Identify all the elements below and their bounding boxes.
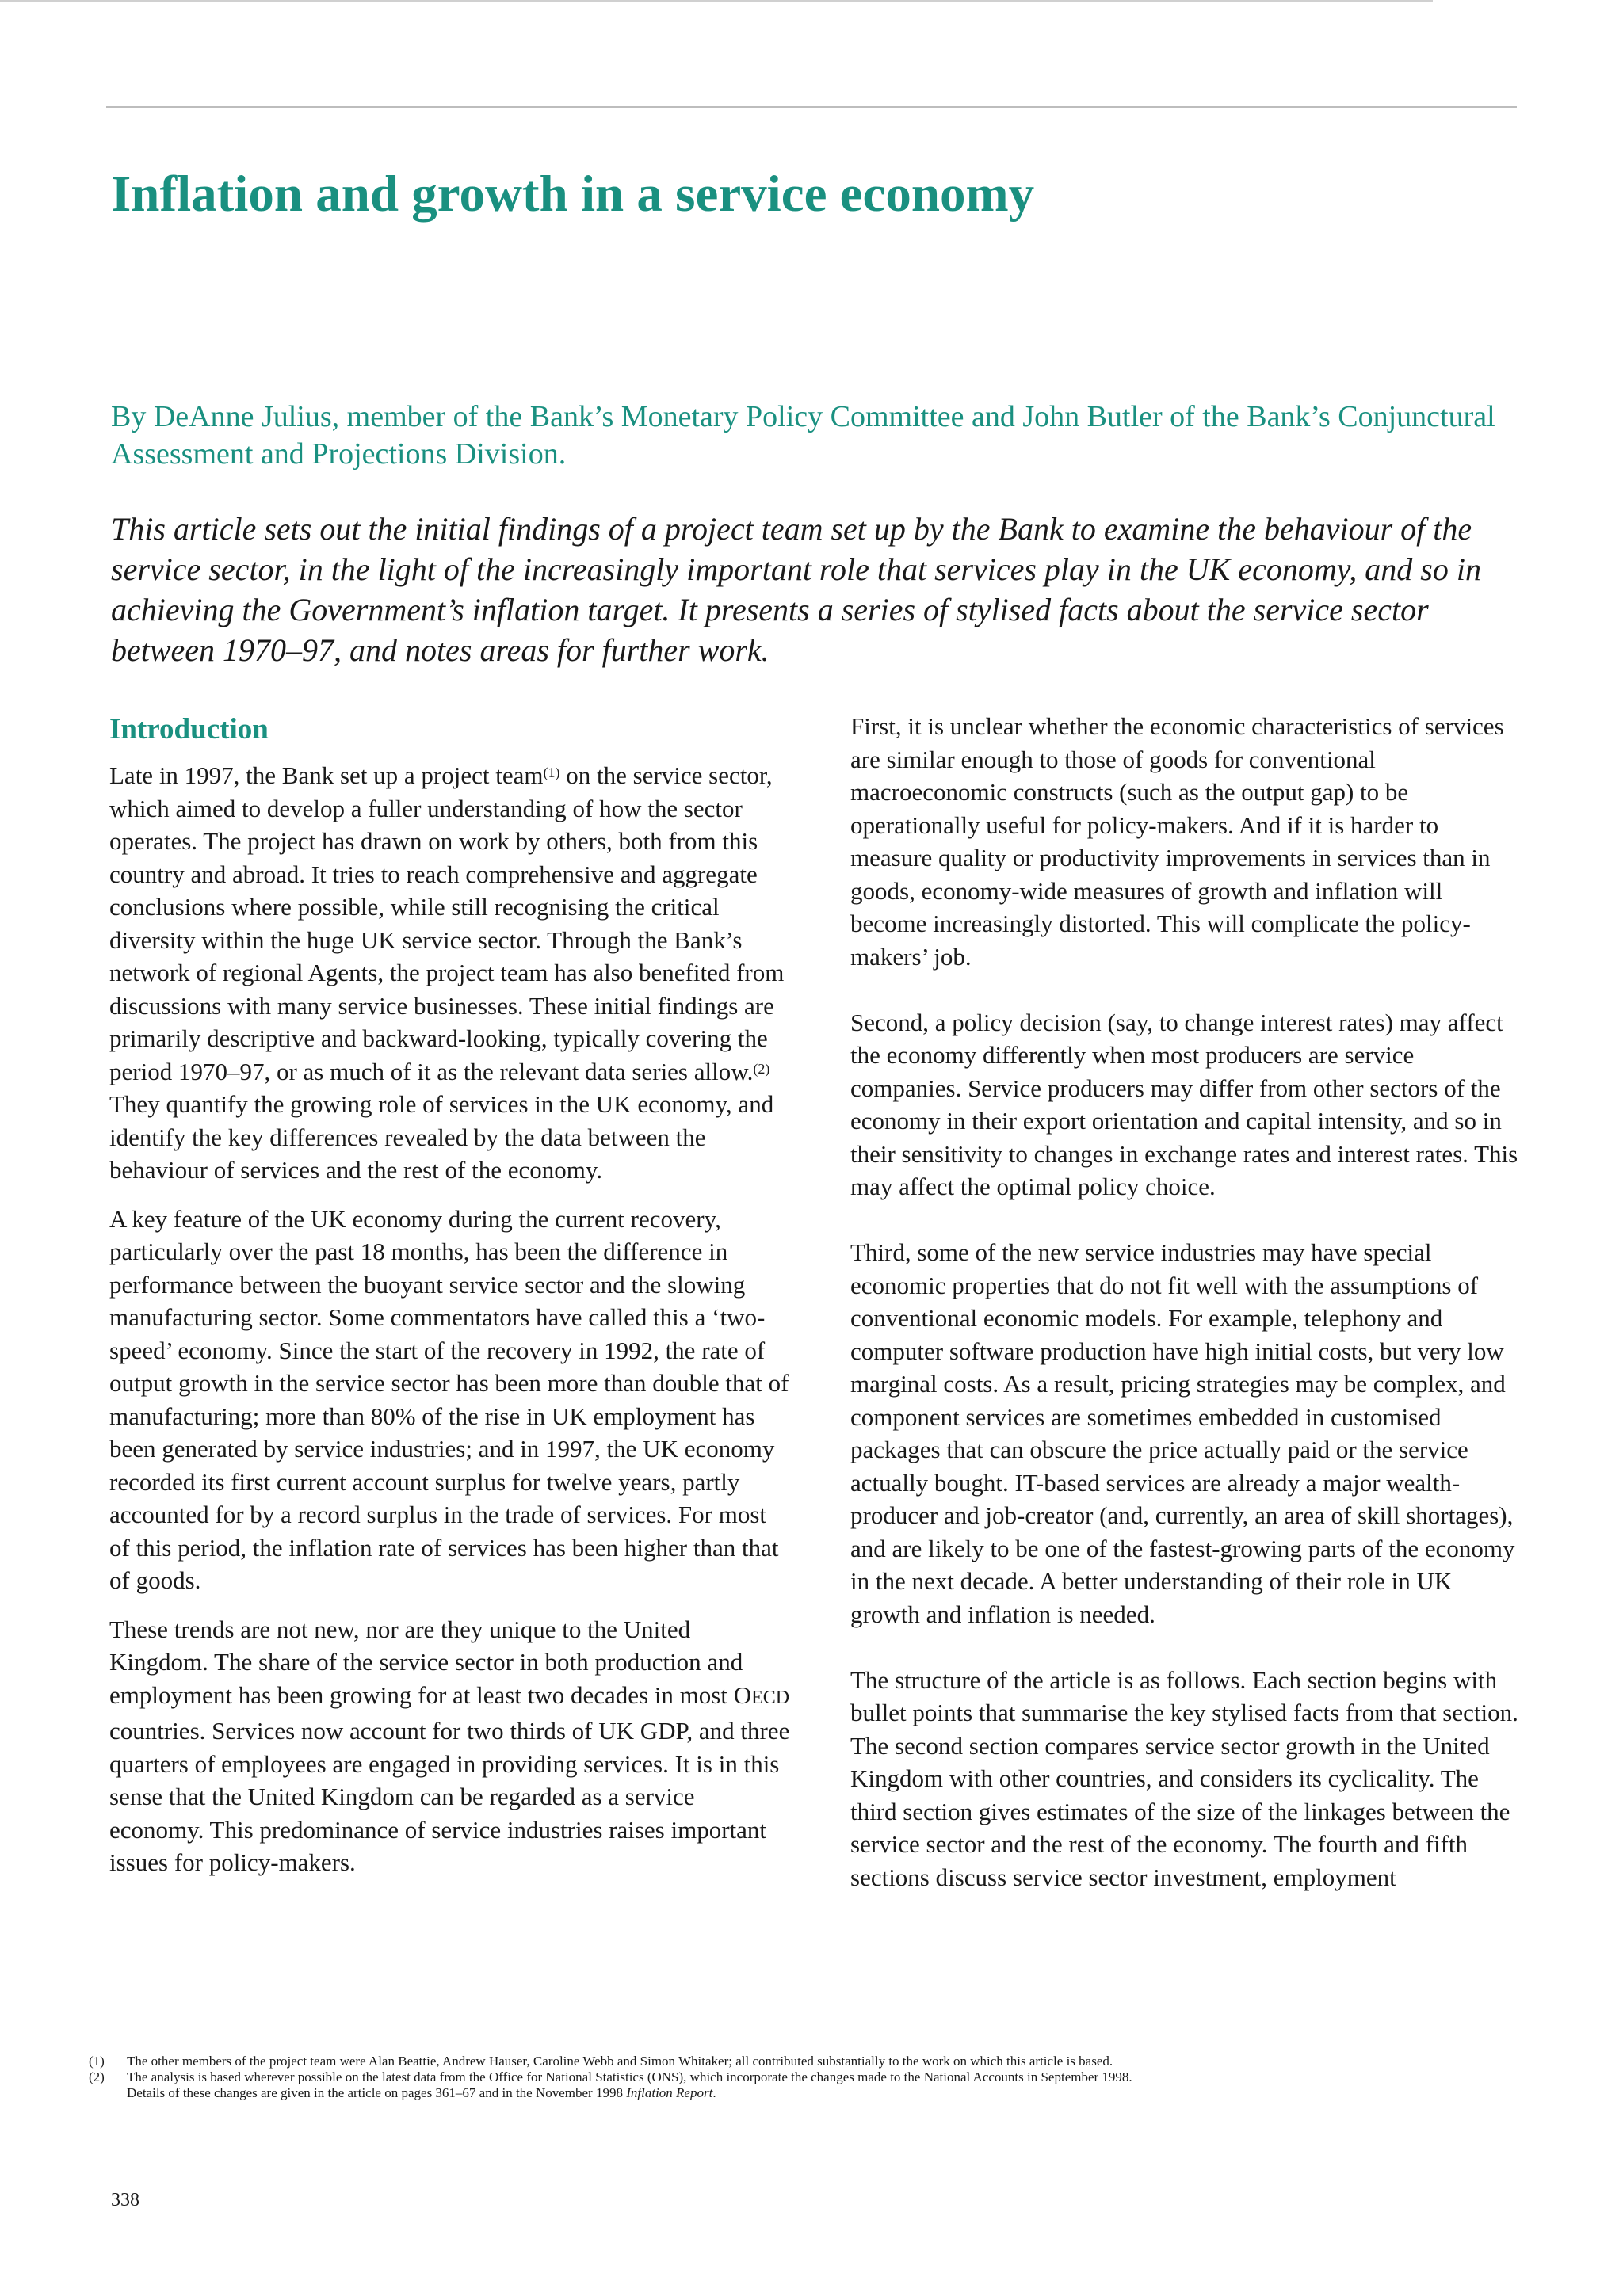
abstract: This article sets out the initial findings of a project team set up by the Bank to examine the behaviour of the service sector, in the light of the increasingly important role that services play in the UK economy, and so in achieving the Government’s inflation target. It presents a series of stylised facts about the service sector between 1970–97, and notes areas for further work. [111, 511, 1481, 668]
body-paragraph: A key feature of the UK economy during the current recovery, particularly over the past 18 months, has been the difference in performance between the buoyant service sector and the slowing manufacturing sector. Some commentators have called this a ‘two-speed’ economy. Since the start of the recovery in 1992, the rate of output growth in the service sector has been more than double that of manufacturing; more than 80% of the rise in UK employment has been generated by service industries; and in 1997, the UK economy recorded its first current account surplus for twelve years, partly accounted for by a record surplus in the trade of services. For most of this period, the inflation rate of services has been higher than that of goods. [109, 1204, 789, 1594]
footnotes [89, 2054, 1135, 2101]
text-run: These trends are not new, nor are they unique to the United Kingdom. The share of the service sector in both production and employment has been growing for at least two decades in most [109, 1615, 743, 1709]
text-run: ECD [751, 1687, 790, 1708]
body-paragraph: Third, some of the new service industries may have special economic properties that do not fit well with the assumptions of conventional economic models. For example, telephony and computer software production have high initial costs, but very low marginal costs. As a result, pricing strategies may be complex, and component services are sometimes embedded in customised packages that can obscure the price actually paid or the service actually bought. IT-based services are already a major wealth-producer and job-creator (and, currently, an area of skill shortages), and are likely to be one of the fastest-growing parts of the economy in the next decade. A better understanding of their role in UK growth and inflation is needed. [850, 1238, 1515, 1628]
body-paragraph: Second, a policy decision (say, to change interest rates) may affect the economy differently when most producers are service companies. Service producers may differ from other sectors of the economy in their export orientation and capital intensity, and so in their sensitivity to changes in exchange rates and interest rates. This may affect the optimal policy choice. [850, 1008, 1518, 1200]
right-column [850, 710, 1520, 1927]
footnote-ref-2: (2) [753, 1060, 770, 1077]
footnote-text [127, 2069, 1135, 2101]
text-run: . [712, 2085, 716, 2100]
byline: By DeAnne Julius, member of the Bank’s Monetary Policy Committee and John Butler of the Bank’s Conjunctural Assessment and Projections Division. [111, 400, 1495, 471]
body-paragraph [109, 759, 791, 1187]
section-heading-introduction: Introduction [109, 713, 269, 746]
text-run: They quantify the growing role of services in the UK economy, and identify the key differences revealed by the data between the behaviour of services and the rest of the economy. [109, 1090, 774, 1184]
left-column [109, 710, 791, 1895]
footnote-2 [89, 2069, 1135, 2101]
body-paragraph: The structure of the article is as follows. Each section begins with bullet points that summarise the key stylised facts from that section. The second section compares service sector growth in the United Kingdom with other countries, and considers its cyclicality. The third section gives estimates of the size of the linkages between the service sector and the rest of the economy. The fourth and fifth sections discuss service sector investment, employment [850, 1665, 1518, 1891]
footnote-mark: (2) [89, 2069, 105, 2084]
footnote-text: The other members of the project team were Alan Beattie, Andrew Hauser, Caroline Webb and Simon Whitaker; all contributed substantially to the work on which this article is based. [127, 2054, 1113, 2069]
body-paragraph: First, it is unclear whether the economic characteristics of services are similar enough to those of goods for conventional macroeconomic constructs (such as the output gap) to be operationally useful for policy-makers. And if it is harder to measure quality or productivity improvements in services than in goods, economy-wide measures of growth and inflation will become increasingly distorted. This will complicate the policy-makers’ job. [850, 712, 1504, 971]
text-run: Inflation Report [626, 2085, 713, 2100]
text-run: Late in 1997, the Bank set up a project team [109, 761, 544, 789]
text-run: The analysis is based wherever possible on the latest data from the Office for National Statistics (ONS), which incorporate the changes made to the National Accounts in September 1998. Details of these changes are given in the article on pages 361–67 and in the November 1998 [127, 2069, 1132, 2100]
text-run: countries. Services now account for two thirds of UK GDP, and three quarters of employees are engaged in providing services. It is in this sense that the United Kingdom can be regarded as a service economy. This predominance of service industries raises important issues for policy-makers. [109, 1717, 790, 1876]
footnote-rule [0, 0, 1433, 2]
text-run: O [733, 1680, 752, 1709]
oecd-acronym [734, 1681, 789, 1709]
footnote-ref-1: (1) [543, 765, 560, 780]
footnote-1 [89, 2054, 1135, 2069]
article-title: Inflation and growth in a service economy [111, 166, 1035, 223]
page-number: 338 [111, 2190, 139, 2210]
footnote-mark: (1) [89, 2054, 105, 2069]
top-rule [106, 106, 1517, 108]
body-paragraph [109, 1613, 791, 1879]
text-run: on the service sector, which aimed to develop a fuller understanding of how the sector operates. The project has drawn on work by others, both from this country and abroad. It tries to reach comprehensive and aggregate conclusions where possible, while still recognising the critical diversity within the huge UK service sector. Through the Bank’s network of regional Agents, the project team has also benefited from discussions with many service businesses. These initial findings are primarily descriptive and backward-looking, typically covering the period 1970–97, or as much of it as the relevant data series allow. [109, 761, 785, 1085]
